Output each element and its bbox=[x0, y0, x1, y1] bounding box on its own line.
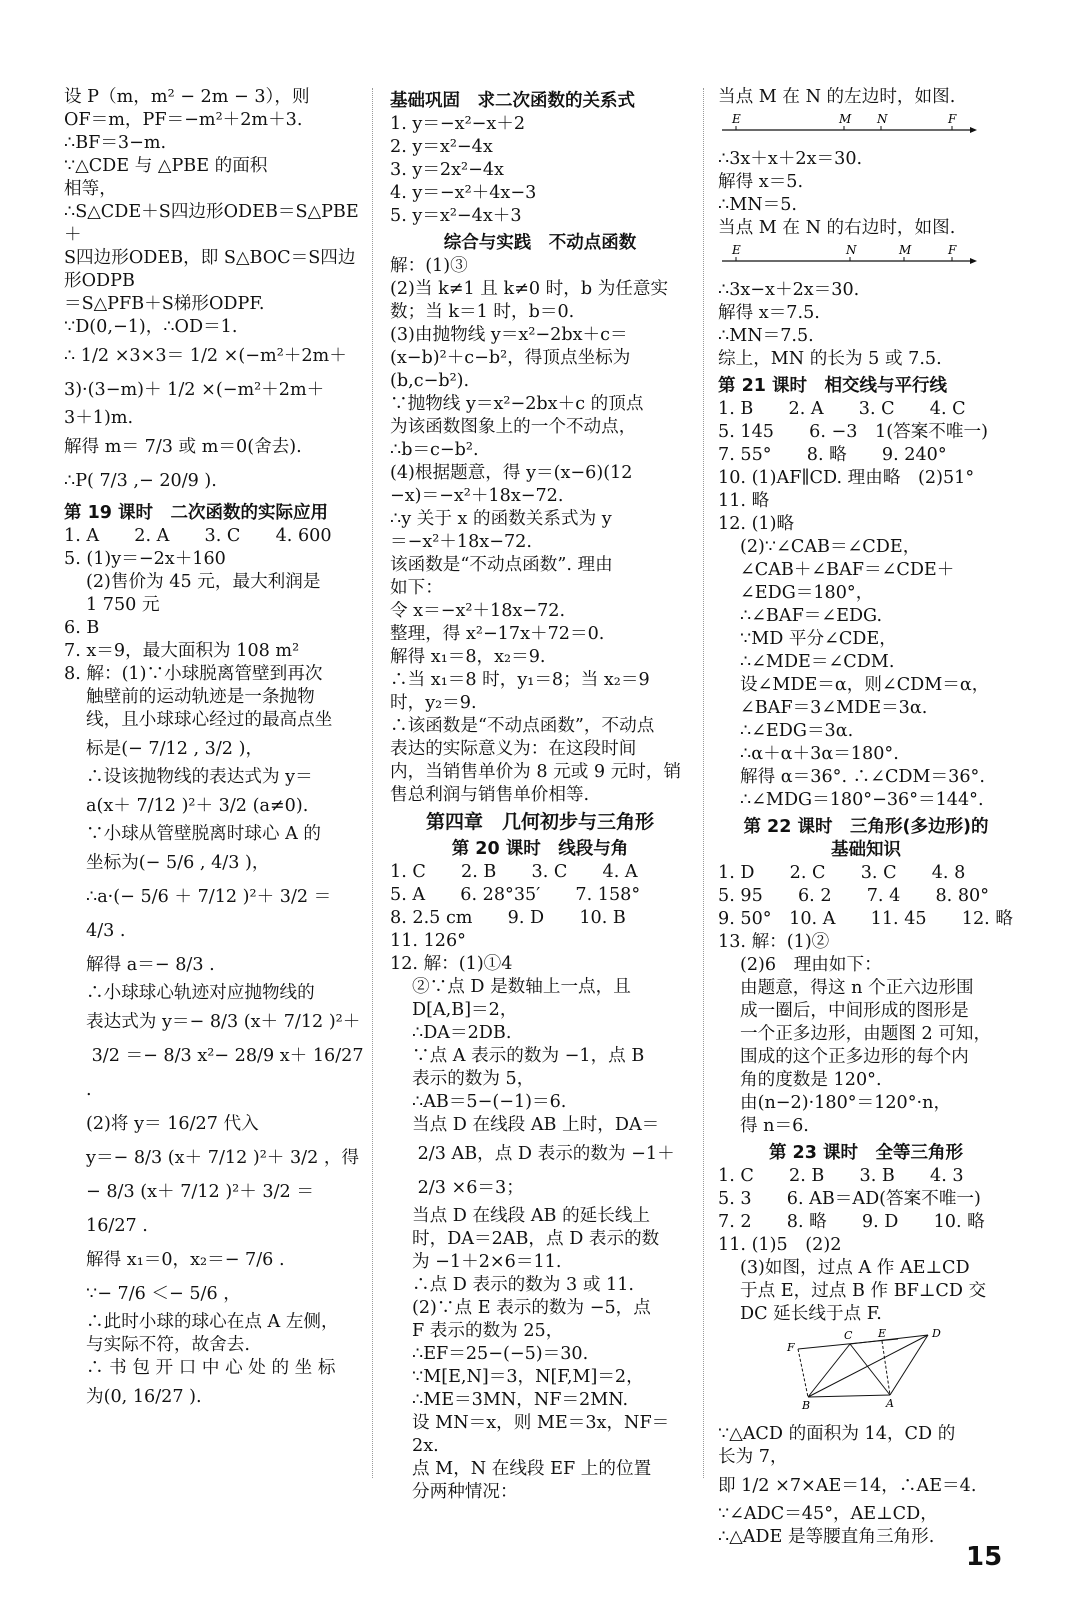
text-line: (x−b)²＋c−b²，得顶点坐标为 bbox=[390, 348, 631, 368]
text-line: ∴∠BAF＝∠EDG. bbox=[740, 606, 883, 626]
text-line: ∵△ACD 的面积为 14，CD 的 bbox=[718, 1424, 956, 1444]
lesson-21-answers bbox=[718, 398, 1014, 812]
text-line: 2/3 AB，点 D 表示的数为 −1＋ bbox=[412, 1144, 675, 1164]
column-1 bbox=[64, 86, 370, 1414]
text-line: ∴P( 7/3 ,− 20/9 ). bbox=[64, 471, 217, 491]
lesson-21-title: 第 21 课时 相交线与平行线 bbox=[718, 376, 948, 396]
text-line: − 8/3 (x＋ 7/12 )²＋ 3/2 ＝ 16/27 . bbox=[86, 1182, 320, 1236]
text-line: ②∵点 D 是数轴上一点，且 bbox=[412, 977, 631, 997]
text-line: ∴该函数是“不动点函数”，不动点 bbox=[390, 716, 655, 736]
text-line: (2)售价为 45 元，最大利润是 bbox=[86, 572, 321, 592]
text-line: 为该函数图象上的一个不动点， bbox=[390, 417, 637, 437]
basic-practice-answers bbox=[390, 113, 690, 228]
text-line: 解得 x＝5. bbox=[718, 172, 804, 192]
text-line: 11. 略 bbox=[718, 491, 770, 511]
text-line: ∵抛物线 y＝x²−2bx＋c 的顶点 bbox=[390, 394, 644, 414]
text-line: ∴∠MDE＝∠CDM. bbox=[740, 652, 895, 672]
text-line: ∴点 D 表示的数为 3 或 11. bbox=[412, 1275, 634, 1295]
text-line: 2. y＝x²−4x bbox=[390, 137, 493, 157]
lesson-22-answers bbox=[718, 862, 1014, 1138]
text-line: (2)6 理由如下： bbox=[740, 955, 882, 975]
text-line: 6. B bbox=[64, 618, 100, 638]
text-line: 7. 2 8. 略 9. D 10. 略 bbox=[718, 1212, 985, 1232]
text-line: 10. (1)AF∥CD. 理由略 (2)51° bbox=[718, 468, 975, 488]
text-line: ∴AB＝5−(−1)＝6. bbox=[412, 1092, 567, 1112]
text-line: (2)当 k≠1 且 k≠0 时，b 为任意实 bbox=[390, 279, 669, 299]
text-line: 设∠MDE＝α，则∠CDM＝α， bbox=[740, 675, 990, 695]
text-line: ∴设该抛物线的表达式为 y＝ bbox=[86, 767, 313, 787]
practice-title: 综合与实践 不动点函数 bbox=[443, 233, 637, 253]
text-line: 综上，MN 的长为 5 或 7.5. bbox=[718, 349, 942, 369]
text-line: 解得 α＝36°. ∴∠CDM＝36°. bbox=[740, 767, 985, 787]
text-line: 5. A 6. 28°35′ 7. 158° bbox=[390, 885, 641, 905]
text-line: ∠BAF＝3∠MDE＝3α. bbox=[740, 698, 928, 718]
text-line: ∴∠EDG＝3α. bbox=[740, 721, 854, 741]
text-line: DC 延长线于点 F. bbox=[740, 1304, 882, 1324]
column-separator-1 bbox=[372, 88, 373, 1478]
text-line: 一个正多边形，由题图 2 可知， bbox=[740, 1024, 992, 1044]
text-line: ∴y 关于 x 的函数关系式为 y bbox=[390, 509, 612, 529]
text-line: 5. y＝x²−4x＋3 bbox=[390, 206, 522, 226]
lesson-20-answers bbox=[390, 861, 690, 1504]
text-line: 7. 55° 8. 略 9. 240° bbox=[718, 445, 947, 465]
text-line: (b,c−b²). bbox=[390, 371, 470, 391]
text-line: 解得 x₁＝8，x₂＝9. bbox=[390, 647, 546, 667]
case-1-text bbox=[718, 86, 1014, 109]
point-label-f: F bbox=[948, 243, 957, 257]
text-line: 于点 E，过点 B 作 BF⊥CD 交 bbox=[740, 1281, 987, 1301]
text-line: 3)·(3−m)＋ 1/2 ×(−m²＋2m＋ bbox=[64, 380, 325, 400]
lesson-22-title-line-2: 基础知识 bbox=[831, 840, 901, 860]
case-2-solution bbox=[718, 279, 1014, 371]
text-line: ∴b＝c−b². bbox=[390, 440, 479, 460]
text-line: 12. (1)略 bbox=[718, 514, 795, 534]
point-label-e: E bbox=[878, 1329, 887, 1340]
text-line: 7. x＝9，最大面积为 108 m² bbox=[64, 641, 300, 661]
text-line: ∵M[E,N]＝3，N[F,M]＝2， bbox=[412, 1367, 644, 1387]
text-line: −x)＝−x²＋18x−72. bbox=[390, 486, 564, 506]
text-line: 时，DA＝2AB，点 D 表示的数 bbox=[412, 1229, 660, 1249]
text-line: 3. y＝2x²−4x bbox=[390, 160, 504, 180]
column-3 bbox=[718, 86, 1014, 1549]
text-line: ∴ 书 包 开 口 中 心 处 的 坐 标 bbox=[86, 1358, 336, 1378]
page-number: 15 bbox=[966, 1542, 1003, 1572]
text-line: 表达式为 y＝− 8/3 (x＋ 7/12 )²＋ bbox=[86, 1012, 361, 1032]
text-line: 2/3 ×6＝3； bbox=[412, 1178, 524, 1198]
text-line: ∴3x−x＋2x＝30. bbox=[718, 280, 860, 300]
text-line: (3)由抛物线 y＝x²−2bx＋c＝ bbox=[390, 325, 628, 345]
point-label-b: B bbox=[802, 1399, 811, 1412]
text-line: (3)如图，过点 A 作 AE⊥CD bbox=[740, 1258, 970, 1278]
text-line: ∴α＋α＋3α＝180°. bbox=[740, 744, 899, 764]
text-line: 当点 D 在线段 AB 上时，DA＝ bbox=[412, 1115, 660, 1135]
number-line-diagram-1 bbox=[718, 112, 978, 138]
point-label-a: A bbox=[886, 1397, 894, 1410]
text-line: 解得 a＝− 8/3 . bbox=[86, 955, 215, 975]
lesson-19-answers bbox=[64, 525, 370, 1414]
lesson-19-title: 第 19 课时 二次函数的实际应用 bbox=[64, 503, 329, 523]
text-line: 表达的实际意义为：在这段时间 bbox=[390, 739, 637, 759]
text-line: 5. 3 6. AB＝AD(答案不唯一) bbox=[718, 1189, 981, 1209]
text-line: 11. 126° bbox=[390, 931, 466, 951]
text-line: 围成的这个正多边形的每个内 bbox=[740, 1047, 969, 1067]
text-line: 1. D 2. C 3. C 4. 8 bbox=[718, 863, 966, 883]
text-line: F 表示的数为 25， bbox=[412, 1321, 564, 1341]
text-line: 9. 50° 10. A 11. 45 12. 略 bbox=[718, 909, 1013, 929]
chapter-title: 第四章 几何初步与三角形 bbox=[425, 811, 654, 833]
text-line: ∠EDG＝180°， bbox=[740, 583, 874, 603]
point-label-e: E bbox=[732, 243, 741, 257]
text-line: 13. 解：(1)② bbox=[718, 932, 830, 952]
text-line: 售总利润与销售单价相等. bbox=[390, 785, 590, 805]
text-line: 长为 7， bbox=[718, 1447, 788, 1467]
text-line: ∵小球从管壁脱离时球心 A 的 bbox=[86, 824, 322, 844]
text-line: ∴当 x₁＝8 时，y₁＝8；当 x₂＝9 bbox=[390, 670, 650, 690]
lesson-23-answers bbox=[718, 1165, 1014, 1326]
point-label-c: C bbox=[844, 1329, 853, 1342]
text-line: 角的度数是 120°. bbox=[740, 1070, 882, 1090]
text-line: 1. y＝−x²−x＋2 bbox=[390, 114, 526, 134]
point-label-e: E bbox=[732, 112, 741, 126]
text-line: ∴S△CDE＋S四边形ODEB＝S△PBE＋ bbox=[64, 202, 359, 245]
column-separator-2 bbox=[703, 88, 704, 1478]
text-line: 内，当销售单价为 8 元或 9 元时，销 bbox=[390, 762, 682, 782]
text-line: 8. 解：(1)∵小球脱离管壁到再次 bbox=[64, 664, 323, 684]
text-line: S四边形ODEB，即 S△BOC＝S四边形ODPB bbox=[64, 248, 356, 291]
text-line: ∴3x＋x＋2x＝30. bbox=[718, 149, 863, 169]
text-line: 由(n−2)·180°＝120°·n， bbox=[740, 1093, 952, 1113]
text-line: a(x＋ 7/12 )²＋ 3/2 (a≠0). bbox=[86, 796, 309, 816]
text-line: 12. 解：(1)①4 bbox=[390, 954, 513, 974]
text-line: ∴BF＝3−m. bbox=[64, 133, 167, 153]
solution-continued bbox=[64, 86, 364, 498]
basic-practice-title: 基础巩固 求二次函数的关系式 bbox=[390, 91, 635, 111]
text-line: 如下： bbox=[390, 578, 443, 598]
text-line: 分两种情况： bbox=[412, 1482, 518, 1502]
text-line: ∵点 A 表示的数为 −1，点 B bbox=[412, 1046, 645, 1066]
text-line: 由题意，得这 n 个正六边形围 bbox=[740, 978, 974, 998]
lesson-23-title: 第 23 课时 全等三角形 bbox=[768, 1143, 964, 1163]
text-line: 1. B 2. A 3. C 4. C bbox=[718, 399, 966, 419]
text-line: 当点 D 在线段 AB 的延长线上 bbox=[412, 1206, 651, 1226]
point-label-d: D bbox=[932, 1329, 941, 1340]
column-2 bbox=[390, 86, 690, 1504]
text-line: 5. (1)y＝−2x＋160 bbox=[64, 549, 226, 569]
text-line: 标是(− 7/12 , 3/2 )， bbox=[86, 739, 264, 759]
number-line-diagram-2 bbox=[718, 243, 978, 269]
text-line: ∵△CDE 与 △PBE 的面积 bbox=[64, 156, 268, 176]
practice-answers bbox=[390, 255, 690, 807]
text-line: ∴ME＝3MN，NF＝2MN. bbox=[412, 1390, 629, 1410]
text-line: 解得 x₁＝0，x₂＝− 7/6 . bbox=[86, 1250, 285, 1270]
text-line: 得 n＝6. bbox=[740, 1116, 809, 1136]
text-line: ∵MD 平分∠CDE， bbox=[740, 629, 897, 649]
text-line: 为 −1＋2×6＝11. bbox=[412, 1252, 562, 1272]
lesson-20-title: 第 20 课时 线段与角 bbox=[451, 839, 629, 859]
text-line: 5. 145 6. −3 1(答案不唯一) bbox=[718, 422, 988, 442]
text-line: 与实际不符，故舍去. bbox=[86, 1335, 250, 1355]
text-line: ∴a·(− 5/6 ＋ 7/12 )²＋ 3/2 ＝ 4/3 . bbox=[86, 887, 337, 941]
text-line: ∴ 1/2 ×3×3＝ 1/2 ×(−m²＋2m＋ bbox=[64, 346, 347, 366]
text-line: (2)∵∠CAB＝∠CDE， bbox=[740, 537, 921, 557]
text-line: 解得 x＝7.5. bbox=[718, 303, 820, 323]
text-line: 点 M，N 在线段 EF 上的位置 bbox=[412, 1459, 652, 1479]
point-label-n: N bbox=[877, 112, 888, 126]
text-line: OF＝m，PF＝−m²＋2m＋3. bbox=[64, 110, 303, 130]
text-line: ∵D(0,−1)，∴OD＝1. bbox=[64, 317, 238, 337]
text-line: ∴△ADE 是等腰直角三角形. bbox=[718, 1527, 935, 1547]
text-line: 整理，得 x²−17x＋72＝0. bbox=[390, 624, 605, 644]
text-line: (2)∵点 E 表示的数为 −5，点 bbox=[412, 1298, 651, 1318]
text-line: 1. C 2. B 3. B 4. 3 bbox=[718, 1166, 964, 1186]
text-line: 表示的数为 5， bbox=[412, 1069, 535, 1089]
text-line: 1. A 2. A 3. C 4. 600 bbox=[64, 526, 332, 546]
text-line: 3/2 ＝− 8/3 x²− 28/9 x＋ 16/27 . bbox=[86, 1046, 370, 1100]
text-line: 坐标为(− 5/6 , 4/3 )， bbox=[86, 853, 270, 873]
text-line: (4)根据题意，得 y＝(x−6)(12 bbox=[390, 463, 633, 483]
text-line: 设 MN＝x，则 ME＝3x，NF＝2x. bbox=[412, 1413, 670, 1456]
triangle-diagram bbox=[778, 1329, 978, 1413]
text-line: ∴小球球心轨迹对应抛物线的 bbox=[86, 983, 315, 1003]
text-line: ∴MN＝5. bbox=[718, 195, 797, 215]
case-1-solution bbox=[718, 148, 1014, 240]
area-solution bbox=[718, 1423, 1014, 1549]
text-line: 1 750 元 bbox=[86, 595, 160, 615]
text-line: 时，y₂＝9. bbox=[390, 693, 477, 713]
text-line: 当点 M 在 N 的右边时，如图. bbox=[718, 218, 956, 238]
text-line: (2)将 y＝ 16/27 代入 bbox=[86, 1114, 259, 1134]
text-line: 相等， bbox=[64, 179, 117, 199]
text-line: ∵− 7/6 ＜− 5/6 ， bbox=[86, 1284, 241, 1304]
text-line: 解得 m＝ 7/3 或 m＝0(舍去). bbox=[64, 437, 302, 457]
text-line: 数；当 k＝1 时，b＝0. bbox=[390, 302, 575, 322]
text-line: 3＋1)m. bbox=[64, 408, 134, 428]
text-line: y＝− 8/3 (x＋ 7/12 )²＋ 3/2 ，得 bbox=[86, 1148, 360, 1168]
text-line: 设 P（m，m² − 2m − 3），则 bbox=[64, 87, 310, 107]
text-line: 即 1/2 ×7×AE＝14，∴AE＝4. bbox=[718, 1476, 977, 1496]
text-line: 线，且小球球心经过的最高点坐 bbox=[86, 710, 333, 730]
text-line: ∴EF＝25−(−5)＝30. bbox=[412, 1344, 589, 1364]
text-line: 8. 2.5 cm 9. D 10. B bbox=[390, 908, 626, 928]
text-line: ∵∠ADC＝45°，AE⊥CD， bbox=[718, 1504, 938, 1524]
lesson-22-title-line-1: 第 22 课时 三角形(多边形)的 bbox=[743, 817, 989, 837]
text-line: 令 x＝−x²＋18x−72. bbox=[390, 601, 566, 621]
text-line: 5. 95 6. 2 7. 4 8. 80° bbox=[718, 886, 990, 906]
text-line: 成一圈后，中间形成的图形是 bbox=[740, 1001, 969, 1021]
text-line: D[A,B]＝2， bbox=[412, 1000, 518, 1020]
text-line: 11. (1)5 (2)2 bbox=[718, 1235, 842, 1255]
text-line: 解：(1)③ bbox=[390, 256, 468, 276]
text-line: ∠CAB＋∠BAF＝∠CDE＋ bbox=[740, 560, 955, 580]
text-line: 触壁前的运动轨迹是一条抛物 bbox=[86, 687, 315, 707]
text-line: ＝S△PFB＋S梯形ODPF. bbox=[64, 294, 265, 314]
text-line: 该函数是“不动点函数”. 理由 bbox=[390, 555, 613, 575]
text-line: ∴此时小球的球心在点 A 左侧， bbox=[86, 1312, 339, 1332]
text-line: 1. C 2. B 3. C 4. A bbox=[390, 862, 638, 882]
point-label-n: N bbox=[846, 243, 857, 257]
point-label-m: M bbox=[839, 112, 852, 126]
text-line: ∴DA＝2DB. bbox=[412, 1023, 512, 1043]
text-line: 当点 M 在 N 的左边时，如图. bbox=[718, 87, 956, 107]
text-line: ∴MN＝7.5. bbox=[718, 326, 814, 346]
text-line: ∴∠MDG＝180°−36°＝144°. bbox=[740, 790, 984, 810]
point-label-f: F bbox=[948, 112, 957, 126]
text-line: 4. y＝−x²＋4x−3 bbox=[390, 183, 537, 203]
point-label-f: F bbox=[787, 1341, 795, 1354]
text-line: 为(0, 16/27 ). bbox=[86, 1387, 202, 1407]
point-label-m: M bbox=[899, 243, 912, 257]
text-line: ＝−x²＋18x−72. bbox=[390, 532, 532, 552]
